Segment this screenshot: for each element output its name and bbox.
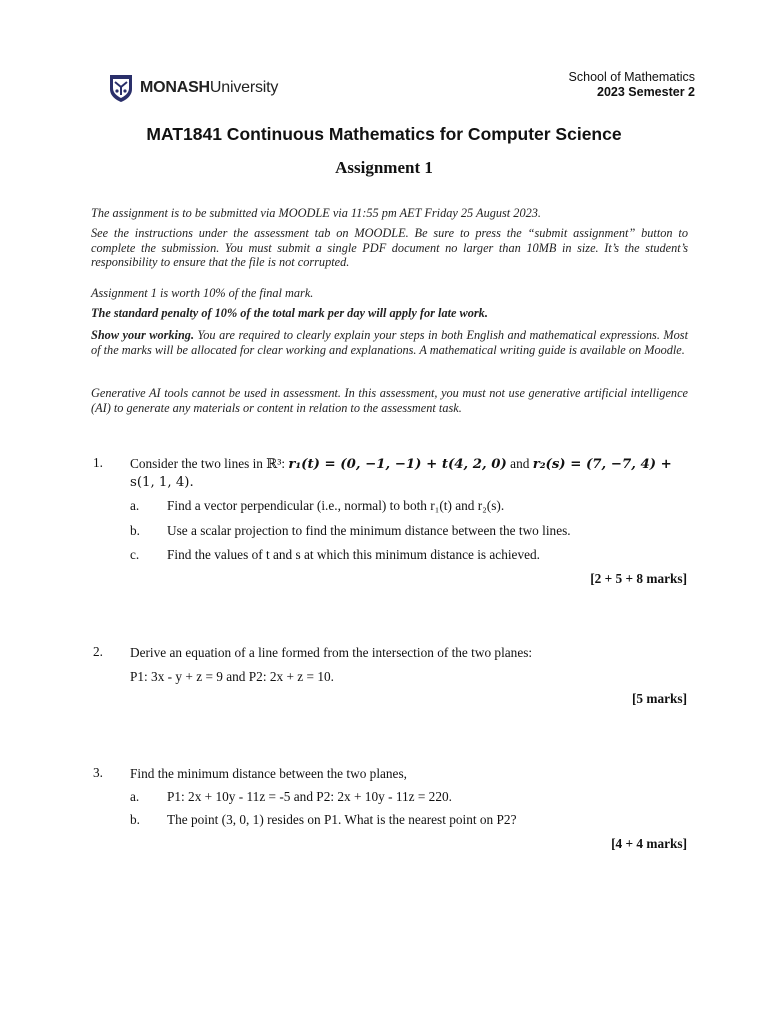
q2-planes: P1: 3x - y + z = 9 and P2: 2x + z = 10. [130,669,334,684]
logo-wordmark: MONASHUniversity [140,79,279,96]
q1b-letter: b. [130,523,140,538]
q3-text: Find the minimum distance between the two planes, [130,766,407,781]
working-instructions: Show your working. You are required to clearly explain your steps in both English and mathematical expressions. Most of the marks will be allocated for clear working and explanations. A mathematical writing guide is available on Moodle. [91,328,689,357]
q1-line1: r₁(t) = (0, −1, −1) + t(4, 2, 0) [288,457,507,472]
assignment-title: Assignment 1 [335,158,433,177]
q1-number: 1. [93,455,103,470]
q2-marks: [5 marks] [631,691,687,706]
q1-line2-cont: s(1, 1, 4). [130,475,194,490]
q1a-letter: a. [130,498,140,513]
q1c-text: Find the values of t and s at which this minimum distance is achieved. [167,547,540,562]
q2-number: 2. [93,644,103,659]
monash-crest-icon [108,73,134,103]
q3b-text: The point (3, 0, 1) resides on P1. What is the nearest point on P2? [167,812,517,827]
school-info [569,70,695,100]
q3a-letter: a. [130,789,140,804]
submission-instructions: See the instructions under the assessment tab on MOODLE. Be sure to press the “submit assignment” button to complete the submission. You must submit a single PDF document no larger than 10MB in size. It’s the student’s responsibility to ensure that the file is not corrupted. [91,226,688,270]
q1-intro: Consider the two lines in ℝ³: r₁(t) = (0, −1, −1) + t(4, 2, 0) and r₂(s) = (7, −7, 4) + s(1, 1, 4). [130,456,672,490]
monash-logo [108,73,278,103]
q1-line2: r₂(s) = (7, −7, 4) + [532,457,672,472]
q1c-letter: c. [130,547,140,562]
q1a-text: Find a vector perpendicular (i.e., normal) to both r₁(t) and r₂(s). [167,498,505,513]
course-title: MAT1841 Continuous Mathematics for Computer Science [146,124,622,144]
q3-marks: [4 + 4 marks] [611,836,687,851]
ai-policy: Generative AI tools cannot be used in assessment. In this assessment, you must not use generative artificial intelligence (AI) to generate any materials or content in relation to the assessment task. [91,386,688,415]
q3-number: 3. [93,765,103,780]
semester: 2023 Semester 2 [597,85,695,99]
submission-deadline: The assignment is to be submitted via MOODLE via 11:55 pm AET Friday 25 August 2023. [91,206,541,220]
q1-marks: [2 + 5 + 8 marks] [590,571,687,586]
school-name: School of Mathematics [568,70,695,84]
q3a-text: P1: 2x + 10y - 11z = -5 and P2: 2x + 10y - 11z = 220. [167,789,452,804]
q1b-text: Use a scalar projection to find the minimum distance between the two lines. [167,523,571,538]
assignment-weight: Assignment 1 is worth 10% of the final mark. [91,286,314,300]
q2-text: Derive an equation of a line formed from the intersection of the two planes: [130,645,533,660]
q3b-letter: b. [130,812,140,827]
late-penalty: The standard penalty of 10% of the total mark per day will apply for late work. [91,306,488,320]
